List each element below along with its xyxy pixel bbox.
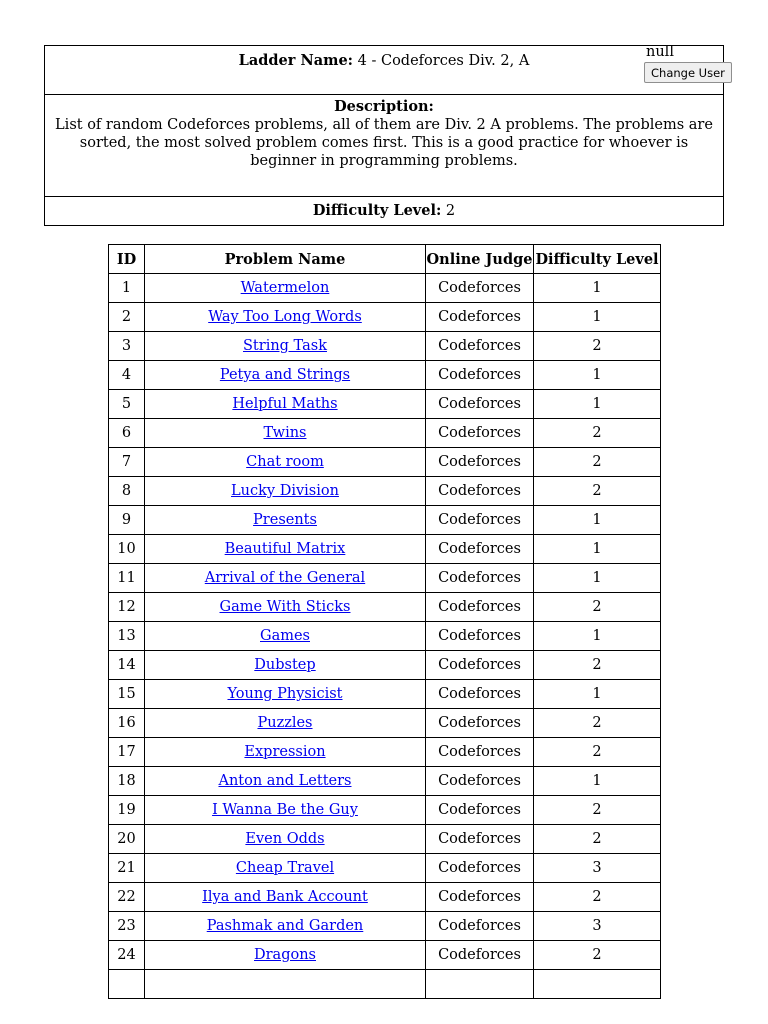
user-name: null [646, 44, 674, 60]
problem-id: 10 [109, 535, 145, 564]
problem-link[interactable]: I Wanna Be the Guy [212, 802, 358, 818]
difficulty-level: 1 [534, 274, 661, 303]
table-row [109, 709, 661, 738]
table-row [109, 825, 661, 854]
online-judge: Codeforces [426, 477, 534, 506]
table-row [109, 274, 661, 303]
difficulty-level: 1 [534, 303, 661, 332]
problem-id: 1 [109, 274, 145, 303]
header-id: ID [109, 245, 145, 274]
difficulty-row [45, 197, 723, 225]
problem-link[interactable]: Cheap Travel [235, 860, 335, 876]
problem-link[interactable]: Petya and Strings [219, 367, 351, 383]
problem-name-cell [145, 622, 426, 651]
difficulty-level: 2 [534, 825, 661, 854]
problem-id: 9 [109, 506, 145, 535]
online-judge: Codeforces [426, 854, 534, 883]
ladder-name-row [45, 46, 723, 95]
problem-id: 13 [109, 622, 145, 651]
difficulty-level: 1 [534, 680, 661, 709]
problem-name-cell [145, 796, 426, 825]
online-judge: Codeforces [426, 622, 534, 651]
problem-link[interactable]: Puzzles [257, 715, 313, 731]
description-text: List of random Codeforces problems, all of them are Div. 2 A problems. The problems are sorted, the most solved problem comes first. This is a good practice for whoever is beginner in programming problems. [55, 117, 713, 169]
user-area [644, 44, 732, 83]
problem-link[interactable]: Watermelon [240, 280, 330, 296]
problem-link[interactable]: Dragons [254, 947, 316, 963]
online-judge: Codeforces [426, 564, 534, 593]
problem-id: 7 [109, 448, 145, 477]
problem-id: 16 [109, 709, 145, 738]
problem-link[interactable]: Game With Sticks [219, 599, 351, 615]
problem-link[interactable]: Ilya and Bank Account [202, 889, 368, 905]
problem-link[interactable]: Young Physicist [227, 686, 343, 702]
problem-name-cell [145, 825, 426, 854]
difficulty-level: 1 [534, 361, 661, 390]
online-judge [426, 970, 534, 999]
problem-id: 14 [109, 651, 145, 680]
table-row [109, 970, 661, 999]
online-judge: Codeforces [426, 680, 534, 709]
table-row [109, 390, 661, 419]
difficulty-level: 2 [534, 477, 661, 506]
problem-name-cell [145, 477, 426, 506]
online-judge: Codeforces [426, 941, 534, 970]
table-row [109, 941, 661, 970]
problem-id: 12 [109, 593, 145, 622]
online-judge: Codeforces [426, 593, 534, 622]
change-user-button[interactable]: Change User [644, 62, 732, 83]
table-row [109, 854, 661, 883]
online-judge: Codeforces [426, 738, 534, 767]
table-row [109, 448, 661, 477]
table-body [109, 274, 661, 999]
difficulty-label: Difficulty Level: [312, 202, 442, 219]
problem-name-cell [145, 709, 426, 738]
ladder-name-label: Ladder Name: [238, 52, 354, 69]
table-row [109, 622, 661, 651]
problem-name-cell [145, 535, 426, 564]
table-row [109, 883, 661, 912]
ladder-info-box [44, 45, 724, 226]
online-judge: Codeforces [426, 796, 534, 825]
problem-id: 3 [109, 332, 145, 361]
problem-name-cell [145, 767, 426, 796]
online-judge: Codeforces [426, 883, 534, 912]
problems-table [108, 244, 661, 999]
online-judge: Codeforces [426, 332, 534, 361]
table-row [109, 767, 661, 796]
difficulty-level: 1 [534, 564, 661, 593]
problem-name-cell [145, 419, 426, 448]
problem-name-cell [145, 738, 426, 767]
online-judge: Codeforces [426, 361, 534, 390]
header-difficulty-level: Difficulty Level [534, 245, 661, 274]
problem-link[interactable]: Lucky Division [231, 483, 339, 499]
problem-id: 23 [109, 912, 145, 941]
problem-name-cell [145, 448, 426, 477]
problem-name-cell [145, 506, 426, 535]
problem-id: 6 [109, 419, 145, 448]
problem-id: 20 [109, 825, 145, 854]
problem-link[interactable]: Twins [263, 425, 307, 441]
problem-id: 19 [109, 796, 145, 825]
problem-id: 5 [109, 390, 145, 419]
table-row [109, 564, 661, 593]
problem-name-cell [145, 680, 426, 709]
difficulty-level: 2 [534, 448, 661, 477]
problem-name-cell [145, 361, 426, 390]
problem-name-cell [145, 651, 426, 680]
difficulty-level: 2 [534, 738, 661, 767]
online-judge: Codeforces [426, 709, 534, 738]
table-row [109, 419, 661, 448]
table-row [109, 651, 661, 680]
problem-id: 4 [109, 361, 145, 390]
difficulty-level: 2 [534, 883, 661, 912]
problem-id: 22 [109, 883, 145, 912]
problem-link[interactable]: Pashmak and Garden [206, 918, 364, 934]
problem-name-cell [145, 883, 426, 912]
table-row [109, 361, 661, 390]
problem-link[interactable]: Even Odds [245, 831, 325, 847]
difficulty-level: 1 [534, 390, 661, 419]
problem-name-cell [145, 854, 426, 883]
problem-link[interactable]: Anton and Letters [218, 773, 352, 789]
difficulty-level: 2 [534, 941, 661, 970]
problem-id: 11 [109, 564, 145, 593]
difficulty-value: 2 [445, 203, 456, 219]
online-judge: Codeforces [426, 767, 534, 796]
problem-name-cell [145, 970, 426, 999]
problem-id: 8 [109, 477, 145, 506]
difficulty-level [534, 970, 661, 999]
problem-link[interactable]: Beautiful Matrix [224, 541, 346, 557]
table-row [109, 796, 661, 825]
difficulty-level: 1 [534, 622, 661, 651]
problem-name-cell [145, 593, 426, 622]
difficulty-level: 1 [534, 535, 661, 564]
online-judge: Codeforces [426, 390, 534, 419]
difficulty-level: 1 [534, 506, 661, 535]
problem-link[interactable]: Expression [244, 744, 326, 760]
online-judge: Codeforces [426, 651, 534, 680]
problem-id: 17 [109, 738, 145, 767]
table-header-row [109, 245, 661, 274]
table-row [109, 912, 661, 941]
problem-link[interactable]: Helpful Maths [232, 396, 338, 412]
description-row [45, 95, 723, 197]
problem-link[interactable]: Arrival of the General [204, 570, 366, 586]
table-row [109, 738, 661, 767]
difficulty-level: 3 [534, 854, 661, 883]
problem-name-cell [145, 912, 426, 941]
problem-name-cell [145, 390, 426, 419]
problem-link[interactable]: Way Too Long Words [208, 309, 362, 325]
problem-id: 21 [109, 854, 145, 883]
problem-id: 24 [109, 941, 145, 970]
problem-id: 15 [109, 680, 145, 709]
table-row [109, 477, 661, 506]
header-problem-name: Problem Name [145, 245, 426, 274]
difficulty-level: 2 [534, 419, 661, 448]
online-judge: Codeforces [426, 912, 534, 941]
online-judge: Codeforces [426, 448, 534, 477]
difficulty-level: 2 [534, 709, 661, 738]
problem-name-cell [145, 274, 426, 303]
difficulty-level: 2 [534, 651, 661, 680]
table-row [109, 506, 661, 535]
online-judge: Codeforces [426, 274, 534, 303]
table-row [109, 303, 661, 332]
problem-link[interactable]: String Task [243, 338, 327, 354]
problem-link[interactable]: Presents [253, 512, 317, 528]
problem-id [109, 970, 145, 999]
problem-id: 2 [109, 303, 145, 332]
difficulty-level: 2 [534, 593, 661, 622]
problem-link[interactable]: Dubstep [254, 657, 316, 673]
problem-link[interactable]: Chat room [246, 454, 324, 470]
table-row [109, 680, 661, 709]
online-judge: Codeforces [426, 303, 534, 332]
difficulty-level: 3 [534, 912, 661, 941]
problem-name-cell [145, 303, 426, 332]
problem-id: 18 [109, 767, 145, 796]
online-judge: Codeforces [426, 506, 534, 535]
online-judge: Codeforces [426, 825, 534, 854]
table-row [109, 593, 661, 622]
table-row [109, 332, 661, 361]
difficulty-level: 2 [534, 796, 661, 825]
problem-name-cell [145, 564, 426, 593]
description-label: Description: [334, 98, 434, 115]
problem-link[interactable]: Games [260, 628, 310, 644]
header-online-judge: Online Judge [426, 245, 534, 274]
online-judge: Codeforces [426, 419, 534, 448]
problem-name-cell [145, 941, 426, 970]
online-judge: Codeforces [426, 535, 534, 564]
ladder-name-value: 4 - Codeforces Div. 2, A [357, 53, 530, 69]
difficulty-level: 1 [534, 767, 661, 796]
table-row [109, 535, 661, 564]
problem-name-cell [145, 332, 426, 361]
difficulty-level: 2 [534, 332, 661, 361]
